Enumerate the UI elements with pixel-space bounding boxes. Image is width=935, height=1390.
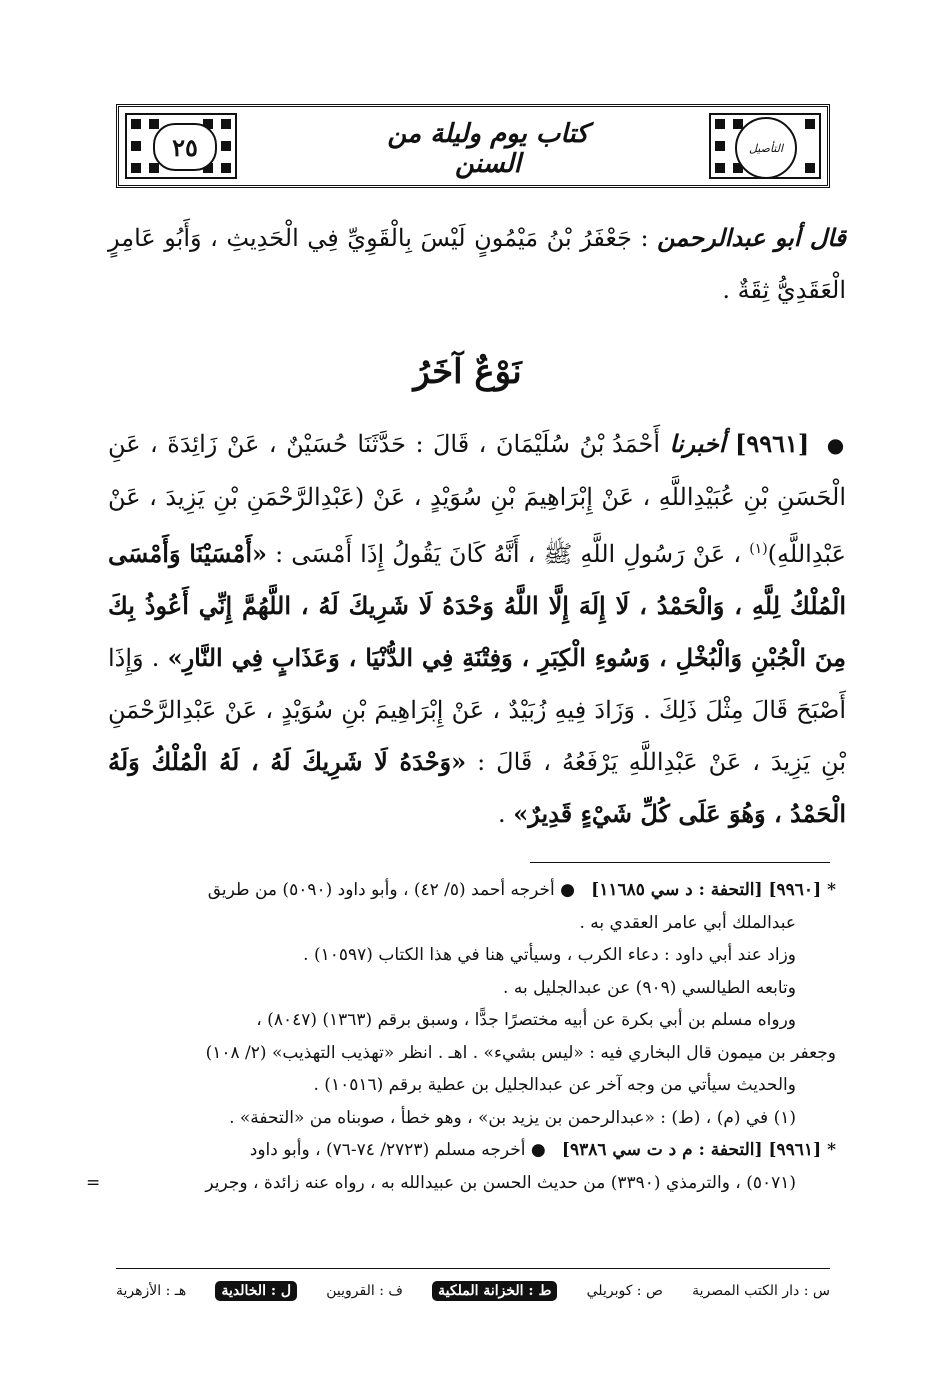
note-9961-text-2: (٥٠٧١) ، والترمذي (٣٣٩٠) من حديث الحسن بن عبيدالله به ، رواه عنه زائدة ، وجرير xyxy=(205,1172,796,1193)
star-icon: * xyxy=(827,880,836,900)
section-title: نَوْعٌ آخَرُ xyxy=(413,352,522,392)
legend-item-highlight: ل : الخالدية xyxy=(215,1281,297,1301)
hadith-text-1: أَحْمَدُ بْنُ سُلَيْمَانَ ، قَالَ : حَدَّثَنَا حُسَيْنٌ ، عَنْ زَائِدَةَ ، عَنِ الْحَسَنِ بْنِ عُبَيْدِاللَّهِ ، عَنْ إِبْرَاهِيمَ بْنِ سُوَيْدٍ ، عَنْ (عَبْدِالرَّحْمَنِ بْنِ يَزِيدَ ، عَنْ عَبْدِاللَّهِ) xyxy=(108,430,846,568)
note-9961-tag: [٩٩٦١] [التحفة : م د ت سي ٩٣٨٦] xyxy=(561,1140,822,1160)
hadith-end: . xyxy=(497,800,506,828)
legend-item: س : دار الكتب المصرية xyxy=(692,1283,830,1299)
hadith-quote-2: «وَحْدَهُ لَا شَرِيكَ لَهُ ، لَهُ الْمُلْكُ وَلَهُ الْحَمْدُ ، وَهُوَ عَلَى كُلِّ شَيْءٍ قَدِيرٌ» xyxy=(108,747,846,828)
legend-divider xyxy=(116,1268,830,1269)
star-icon: * xyxy=(827,1140,836,1160)
note-9960-text-4: وتابعه الطيالسي (٩٠٩) عن عبدالجليل به . xyxy=(503,977,796,998)
legend-item: ف : القرويين xyxy=(326,1283,403,1299)
intro-author: قال أبو عبدالرحمن xyxy=(657,223,846,252)
hadith-paragraph xyxy=(108,418,846,840)
book-title: كتاب يوم وليلة من السنن xyxy=(387,119,589,179)
note-9960-tag: [٩٩٦٠] [التحفة : د سي ١١٦٨٥] xyxy=(591,880,822,900)
hadith-quote-1: «أَمْسَيْنَا وَأَمْسَى الْمُلْكُ لِلَّهِ ، وَالْحَمْدُ ، لَا إِلَهَ إِلَّا اللَّهُ وَحْدَهُ لَا شَرِيكَ لَهُ ، اللَّهُمَّ إِنِّي أَعُوذُ بِكَ مِنَ الْجُبْنِ وَالْبُخْلِ ، وَسُوءِ الْكِبَرِ ، وَفِتْنَةِ فِي الدُّنْيَا ، وَعَذَابٍ فِي النَّارِ» xyxy=(108,539,846,672)
note-9961-text-1: ● أخرجه مسلم (٢٧٢٣/ ٧٤-٧٦) ، وأبو داود xyxy=(249,1140,546,1160)
footnote-divider xyxy=(530,862,830,863)
legend-item: هـ : الأزهرية xyxy=(116,1283,187,1299)
note-9960-text-7: والحديث سيأتي من وجه آخر عن عبدالجليل بن عطية برقم (١٠٥١٦) . xyxy=(313,1075,796,1095)
note-9960-text-6: وجعفر بن ميمون قال البخاري فيه : «ليس بشيء» . اهـ . انظر «تهذيب التهذيب» (٢/ ١٠٨) xyxy=(205,1042,836,1063)
footnote-1: (١) في (م) ، (ط) : «عبدالرحمن بن يزيد بن» ، وهو خطأ ، صوبناه من «التحفة» . xyxy=(229,1107,796,1128)
note-9960-text-2: عبدالملك أبي عامر العقدي به . xyxy=(579,912,796,933)
note-9960-text-5: ورواه مسلم بن أبي بكرة عن أبيه مختصرًا جدًّا ، وسبق برقم (١٣٦٣) (٨٠٤٧) ، xyxy=(256,1010,796,1030)
manuscript-legend xyxy=(116,1276,830,1306)
hadith-text-3: . وَإِذَا أَصْبَحَ قَالَ مِثْلَ ذَلِكَ . وَزَادَ فِيهِ زُبَيْدٌ ، عَنْ إِبْرَاهِيمَ بْنِ سُوَيْدٍ ، عَنْ عَبْدِالرَّحْمَنِ بْنِ يَزِيدَ ، عَنْ عَبْدِاللَّهِ يَرْفَعُهُ ، قَالَ : xyxy=(108,644,846,776)
hadith-text-2: ، عَنْ رَسُولِ اللَّهِ ﷺ ، أَنَّهُ كَانَ يَقُولُ إِذَا أَمْسَى : xyxy=(275,540,742,568)
footnote-mark: (١) xyxy=(749,541,768,557)
note-9960-line xyxy=(96,874,836,907)
page-number: ٢٥ xyxy=(153,123,217,171)
intro-text: : جَعْفَرُ بْنُ مَيْمُونٍ لَيْسَ بِالْقَوِيِّ فِي الْحَدِيثِ ، وَأَبُو عَامِرٍ الْعَقَدِيُّ ثِقَةٌ . xyxy=(108,224,846,304)
note-9961-line xyxy=(96,1134,836,1167)
legend-item-highlight: ط : الخزانة الملكية xyxy=(432,1281,557,1301)
emblem-text: التأصيل xyxy=(748,141,784,155)
hadith-lead: أخبرنا xyxy=(669,429,726,458)
page-header xyxy=(116,104,830,188)
bullet-icon: ● xyxy=(826,433,846,457)
continuation-mark: = xyxy=(86,1172,101,1193)
hadith-number: [٩٩٦١] xyxy=(734,429,810,458)
note-9961-text-2-row xyxy=(86,1167,836,1200)
legend-item: ص : كوبريلي xyxy=(586,1283,663,1299)
intro-paragraph xyxy=(108,212,846,316)
publisher-emblem-icon xyxy=(735,117,797,179)
note-9960-text-3: وزاد عند أبي داود : دعاء الكرب ، وسيأتي هنا في هذا الكتاب (١٠٥٩٧) . xyxy=(303,945,796,965)
note-9960-text-1: ● أخرجه أحمد (٥/ ٤٢) ، وأبو داود (٥٠٩٠) من طريق xyxy=(207,880,575,900)
footnotes xyxy=(86,874,836,1199)
